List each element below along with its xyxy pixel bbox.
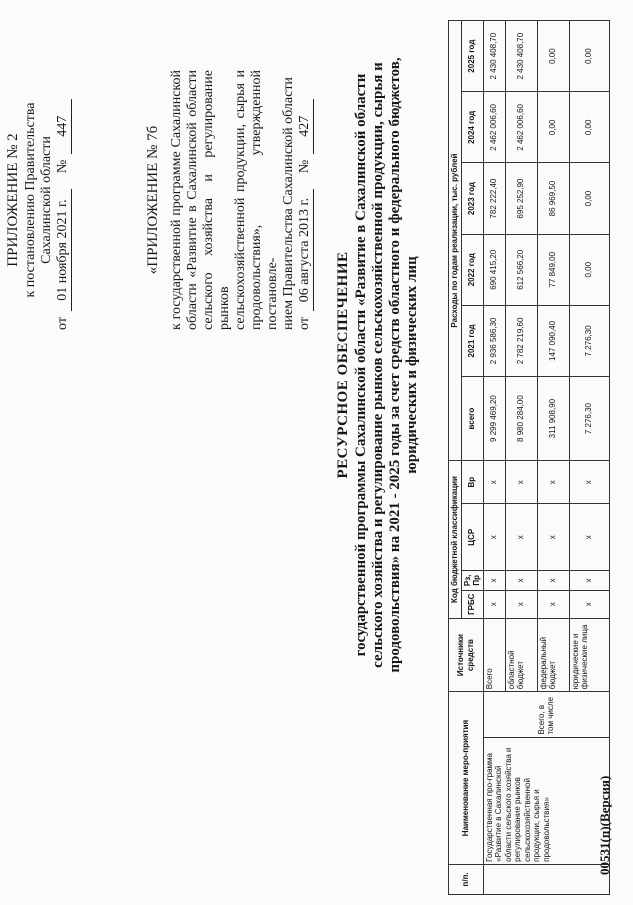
cell-2022: 0,00 — [569, 234, 609, 305]
cell-vr: х — [537, 461, 569, 504]
cell-source: федеральный бюджет — [537, 618, 569, 691]
appendix-7b-title: «ПРИЛОЖЕНИЕ № 7б — [145, 125, 161, 275]
appendix-7b-line: сельского хозяйства и регулирование рынков — [201, 70, 232, 330]
cell-rzpr: х — [505, 571, 537, 590]
header-name: Наименование меро-приятия — [449, 692, 484, 865]
header-total: всего — [461, 377, 483, 461]
header-2022: 2022 год — [461, 234, 483, 305]
cell-program-name: Государственная про-грамма «Развитие в Сахалинской области сельского хозяйства и регулирование рынков сельскохозяйственной продукции, сырья и продовольствия» — [483, 737, 609, 864]
cell-2021: 2 782 219,60 — [505, 305, 537, 376]
cell-source: Всего — [483, 618, 505, 691]
cell-2021: 7 276,30 — [569, 305, 609, 376]
cell-2024: 2 462 006,60 — [505, 92, 537, 163]
cell-vr: х — [483, 461, 505, 504]
appendix-2-date: 01 ноября 2021 г. — [55, 189, 72, 311]
cell-2025: 0,00 — [569, 21, 609, 92]
header-num: п/п. — [449, 864, 484, 894]
cell-csr: х — [505, 504, 537, 571]
cell-rzpr: х — [537, 571, 569, 590]
cell-2023: 86 969,50 — [537, 163, 569, 234]
cell-vr: х — [505, 461, 537, 504]
appendix-7b-ot: от — [297, 317, 312, 330]
header-source: Источники средств — [449, 618, 484, 691]
appendix-7b-date: 06 августа 2013 г. — [297, 189, 314, 311]
cell-2023: 782 222,40 — [483, 163, 505, 234]
appendix-2-block — [5, 70, 72, 330]
cell-2022: 77 849,00 — [537, 234, 569, 305]
header-2025: 2025 год — [461, 21, 483, 92]
cell-csr: х — [537, 504, 569, 571]
cell-2024: 0,00 — [569, 92, 609, 163]
appendix-7b-block — [145, 70, 314, 330]
cell-grbs: х — [537, 590, 569, 618]
cell-2021: 147 090,40 — [537, 305, 569, 376]
document-title: РЕСУРСНОЕ ОБЕСПЕЧЕНИЕ — [335, 251, 351, 479]
table-row — [483, 21, 505, 895]
header-2024: 2024 год — [461, 92, 483, 163]
header-vr: Вр — [461, 461, 483, 504]
cell-2023: 0,00 — [569, 163, 609, 234]
cell-csr: х — [569, 504, 609, 571]
cell-2024: 2 462 006,60 — [483, 92, 505, 163]
cell-2022: 690 415,20 — [483, 234, 505, 305]
cell-2023: 695 252,90 — [505, 163, 537, 234]
cell-incl-label: Всего, в том числе — [483, 692, 609, 737]
resource-table — [448, 20, 610, 895]
appendix-7b-line: продовольствия», утвержденной постановле- — [249, 70, 280, 330]
cell-2022: 612 566,20 — [505, 234, 537, 305]
appendix-7b-line: нием Правительства Сахалинской области — [281, 77, 296, 330]
header-expenses-group: Расходы по годам реализации, тыс. рублей — [449, 21, 462, 461]
cell-vr: х — [569, 461, 609, 504]
header-rzpr: Рз, Пр — [461, 571, 483, 590]
version-stamp: 00531(п)(Версия) — [597, 775, 612, 875]
cell-rzpr: х — [483, 571, 505, 590]
appendix-7b-line: области «Развитие в Сахалинской области — [185, 70, 200, 330]
appendix-7b-date-line — [297, 70, 314, 330]
appendix-7b-line: к государственной программе Сахалинской — [169, 70, 184, 330]
appendix-7b-num-sign: № — [297, 159, 312, 174]
cell-csr: х — [483, 504, 505, 571]
cell-num — [483, 864, 609, 894]
document-subtitle: государственной программы Сахалинской области «Развитие в Сахалинской области сельского хозяйства и регулирование рынков сельскохозяйственной продукции, сырья и продовольствия» на 2021 - 2025 годы за счет средств областного и федерального бюджетов, юридических и физических лиц — [353, 57, 420, 673]
table-header-row — [449, 21, 462, 895]
appendix-7b-number: 427 — [297, 99, 314, 154]
cell-source: юридические и физические лица — [569, 618, 609, 691]
cell-2025: 0,00 — [537, 21, 569, 92]
appendix-2-date-line — [55, 70, 72, 330]
appendix-2-line1: к постановлению Правительства — [23, 102, 38, 298]
cell-2021: 2 936 586,30 — [483, 305, 505, 376]
cell-total: 7 276,30 — [569, 377, 609, 461]
appendix-2-num-sign: № — [55, 159, 70, 174]
appendix-2-number: 447 — [55, 99, 72, 154]
cell-rzpr: х — [569, 571, 609, 590]
cell-total: 8 980 284,00 — [505, 377, 537, 461]
cell-2025: 2 430 408,70 — [505, 21, 537, 92]
header-2023: 2023 год — [461, 163, 483, 234]
cell-source: областной бюджет — [505, 618, 537, 691]
appendix-2-ot: от — [55, 317, 70, 330]
cell-grbs: х — [483, 590, 505, 618]
appendix-2-title: ПРИЛОЖЕНИЕ № 2 — [5, 133, 21, 267]
document-heading — [335, 45, 421, 685]
appendix-7b-line: сельскохозяйственной продукции, сырья и — [233, 70, 248, 330]
cell-grbs: х — [569, 590, 609, 618]
header-grbs: ГРБС — [461, 590, 483, 618]
cell-2024: 0,00 — [537, 92, 569, 163]
cell-2025: 2 430 408,70 — [483, 21, 505, 92]
cell-total: 311 908,90 — [537, 377, 569, 461]
appendix-2-line2: Сахалинской области — [39, 136, 54, 264]
header-codes-group: Код бюджетной классификации — [449, 461, 462, 619]
cell-grbs: х — [505, 590, 537, 618]
header-2021: 2021 год — [461, 305, 483, 376]
header-csr: ЦСР — [461, 504, 483, 571]
cell-total: 9 299 469,20 — [483, 377, 505, 461]
